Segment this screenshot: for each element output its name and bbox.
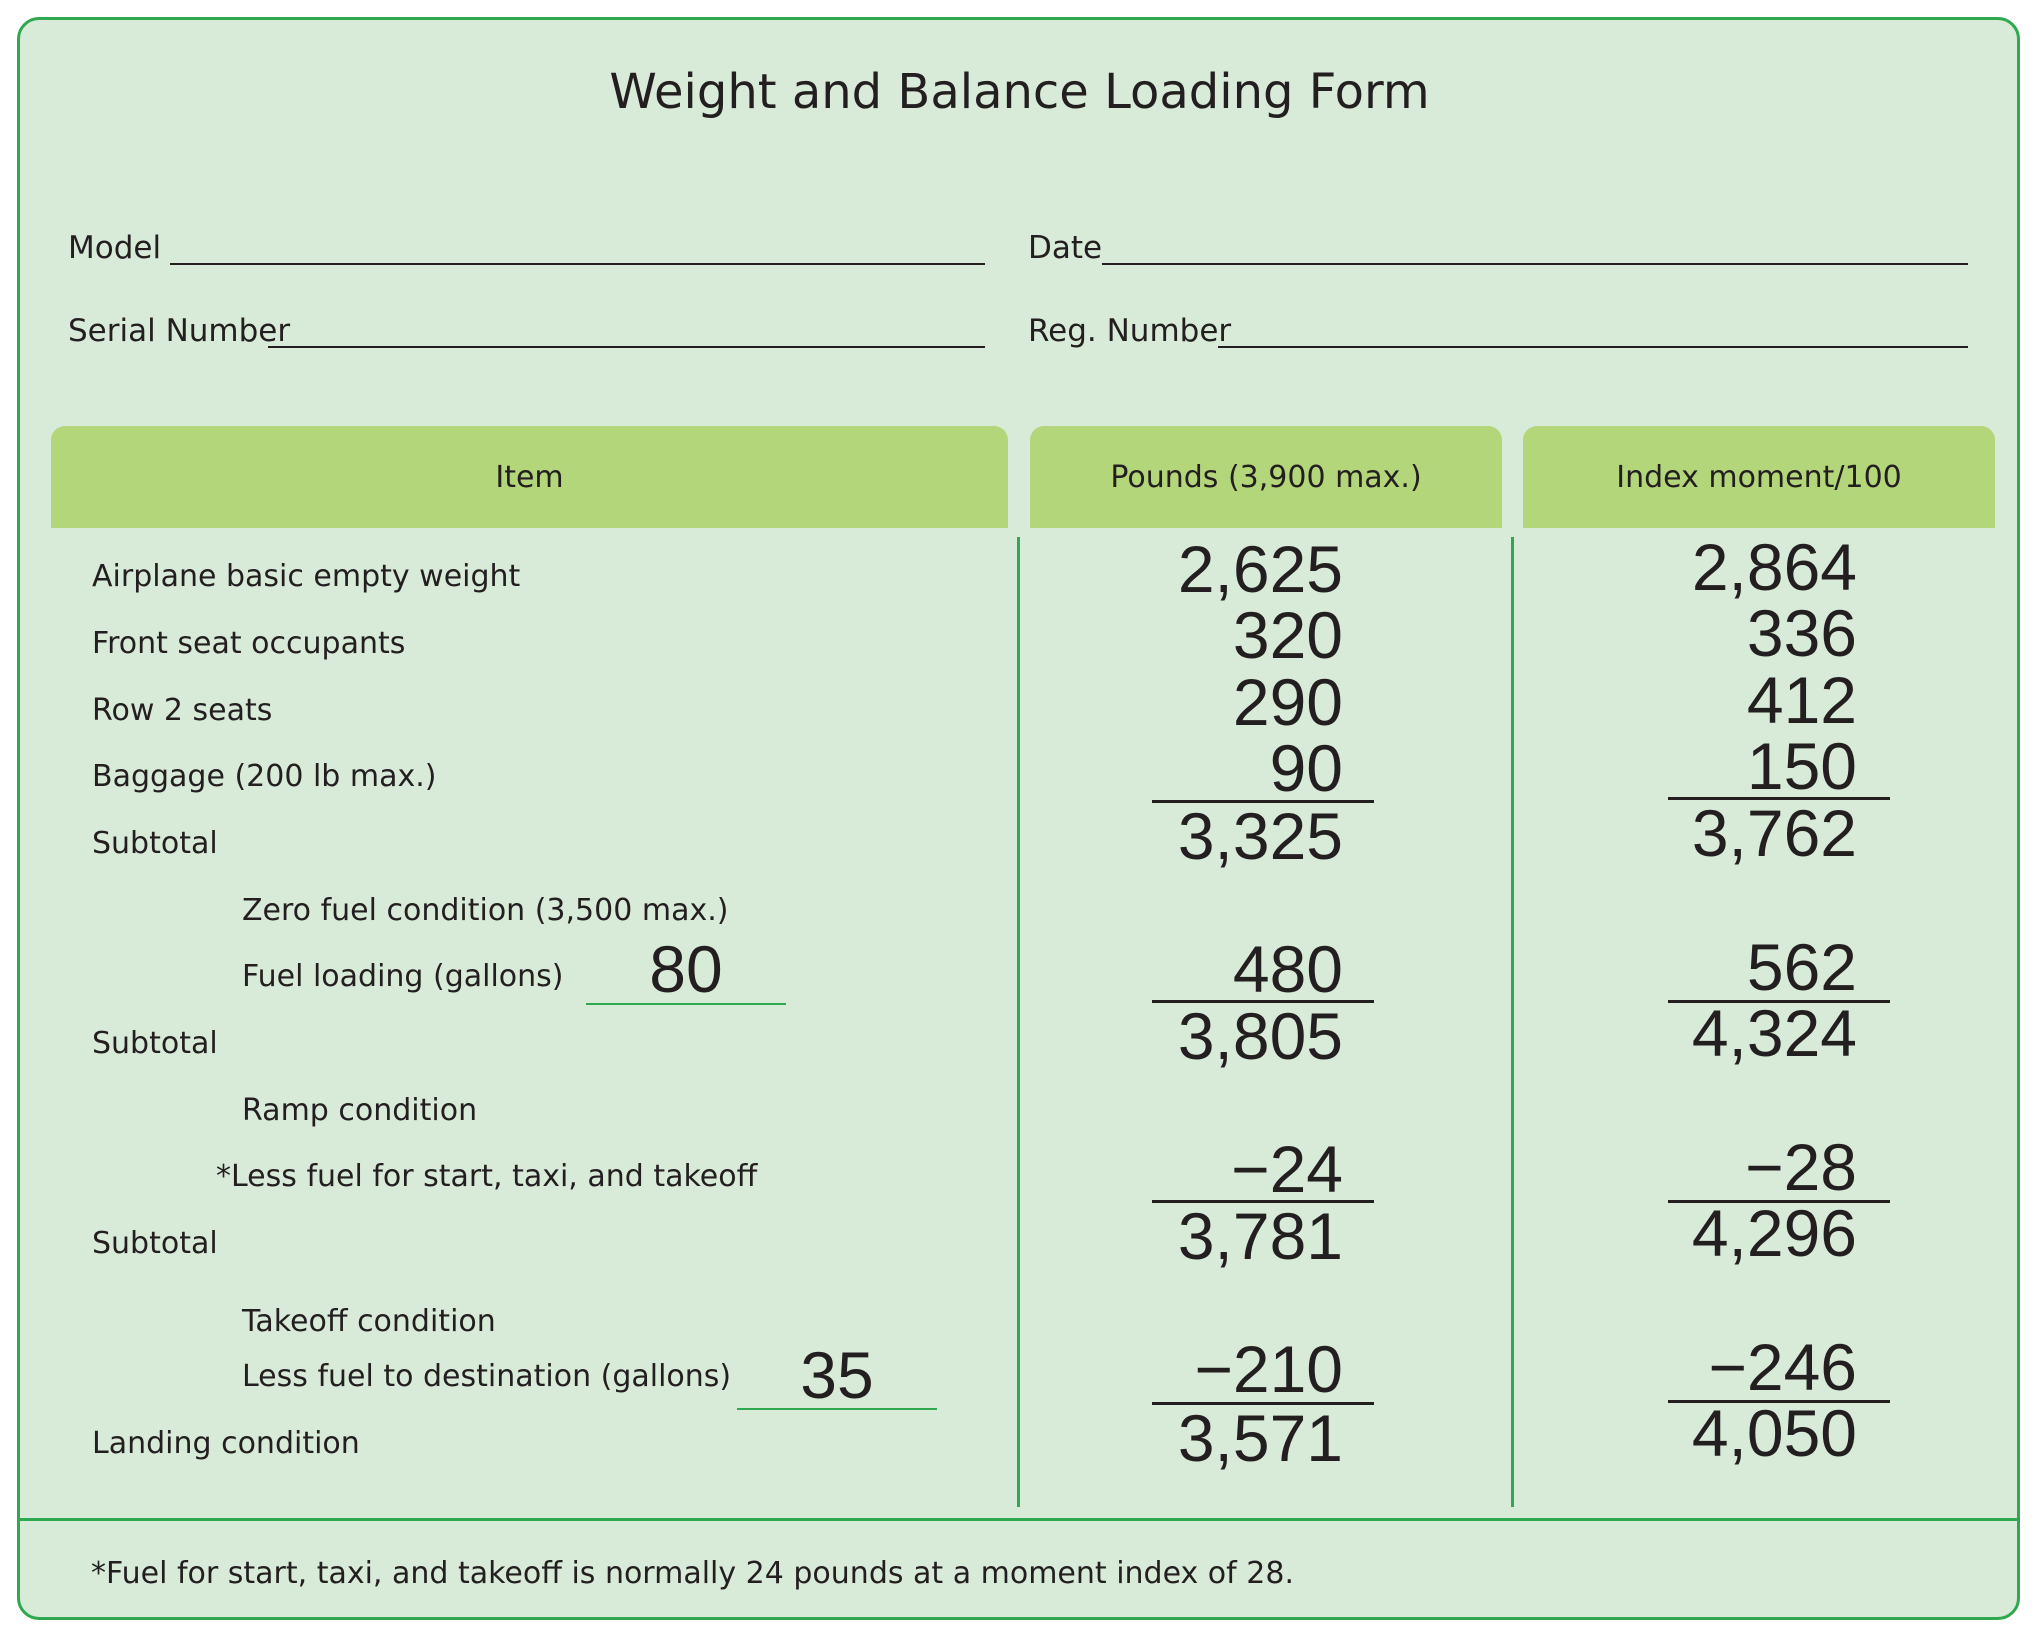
pounds-value: 290 bbox=[1232, 665, 1343, 739]
row-label: Zero fuel condition (3,500 max.) bbox=[242, 893, 729, 928]
serial-number-field[interactable] bbox=[268, 346, 985, 348]
pounds-subtotal: 3,781 bbox=[1177, 1199, 1343, 1273]
row-label: Subtotal bbox=[92, 1026, 218, 1061]
date-field[interactable] bbox=[1102, 263, 1968, 265]
moment-total: 4,050 bbox=[1691, 1396, 1857, 1470]
column-header-pounds bbox=[1030, 426, 1502, 528]
column-header-moment-label: Index moment/100 bbox=[1616, 459, 1902, 495]
row-label: Ramp condition bbox=[242, 1093, 478, 1128]
destination-fuel-gallons: 35 bbox=[800, 1338, 874, 1412]
footer-divider bbox=[17, 1518, 2020, 1521]
model-field[interactable] bbox=[170, 263, 985, 265]
moment-subtotal: 3,762 bbox=[1691, 796, 1857, 870]
pounds-value: 320 bbox=[1232, 598, 1343, 672]
moment-value: 2,864 bbox=[1691, 530, 1857, 604]
pounds-value: 90 bbox=[1269, 731, 1343, 805]
row-label: Subtotal bbox=[92, 1226, 218, 1261]
pounds-subtotal: 3,325 bbox=[1177, 799, 1343, 873]
pounds-subtotal: 3,805 bbox=[1177, 999, 1343, 1073]
row-label: Takeoff condition bbox=[242, 1304, 496, 1339]
form-title: Weight and Balance Loading Form bbox=[609, 64, 1430, 120]
column-divider bbox=[1017, 537, 1020, 1507]
moment-value: 150 bbox=[1746, 729, 1857, 803]
row-label: Baggage (200 lb max.) bbox=[92, 759, 437, 794]
date-label: Date bbox=[1028, 230, 1103, 266]
row-label: *Less fuel for start, taxi, and takeoff bbox=[216, 1159, 758, 1194]
row-label: Fuel loading (gallons) bbox=[242, 959, 564, 994]
reg-number-label: Reg. Number bbox=[1028, 313, 1232, 349]
moment-subtotal: 4,324 bbox=[1691, 996, 1857, 1070]
row-label: Airplane basic empty weight bbox=[92, 559, 521, 594]
moment-value: 336 bbox=[1746, 596, 1857, 670]
column-divider bbox=[1511, 537, 1514, 1507]
fuel-loading-gallons-line bbox=[586, 1003, 786, 1005]
moment-value: 412 bbox=[1746, 663, 1857, 737]
pounds-value: −210 bbox=[1194, 1332, 1343, 1406]
moment-value: −246 bbox=[1708, 1330, 1857, 1404]
column-header-moment bbox=[1523, 426, 1995, 528]
column-header-pounds-label: Pounds (3,900 max.) bbox=[1110, 459, 1422, 495]
moment-subtotal: 4,296 bbox=[1691, 1196, 1857, 1270]
column-header-item bbox=[51, 426, 1008, 528]
fuel-loading-gallons: 80 bbox=[649, 932, 723, 1006]
reg-number-field[interactable] bbox=[1218, 346, 1968, 348]
serial-number-label: Serial Number bbox=[68, 313, 291, 349]
row-label: Row 2 seats bbox=[92, 693, 273, 728]
pounds-value: 480 bbox=[1232, 932, 1343, 1006]
row-label: Subtotal bbox=[92, 826, 218, 861]
moment-value: 562 bbox=[1746, 930, 1857, 1004]
model-label: Model bbox=[68, 230, 162, 266]
row-label: Less fuel to destination (gallons) bbox=[242, 1359, 732, 1394]
pounds-value: 2,625 bbox=[1177, 532, 1343, 606]
footnote: *Fuel for start, taxi, and takeoff is normally 24 pounds at a moment index of 28. bbox=[91, 1556, 1294, 1591]
row-label: Landing condition bbox=[92, 1426, 360, 1461]
moment-value: −28 bbox=[1745, 1130, 1857, 1204]
destination-fuel-gallons-line bbox=[737, 1408, 937, 1410]
row-label: Front seat occupants bbox=[92, 626, 406, 661]
pounds-total: 3,571 bbox=[1177, 1401, 1343, 1475]
pounds-value: −24 bbox=[1231, 1132, 1343, 1206]
column-header-item-label: Item bbox=[495, 459, 564, 495]
